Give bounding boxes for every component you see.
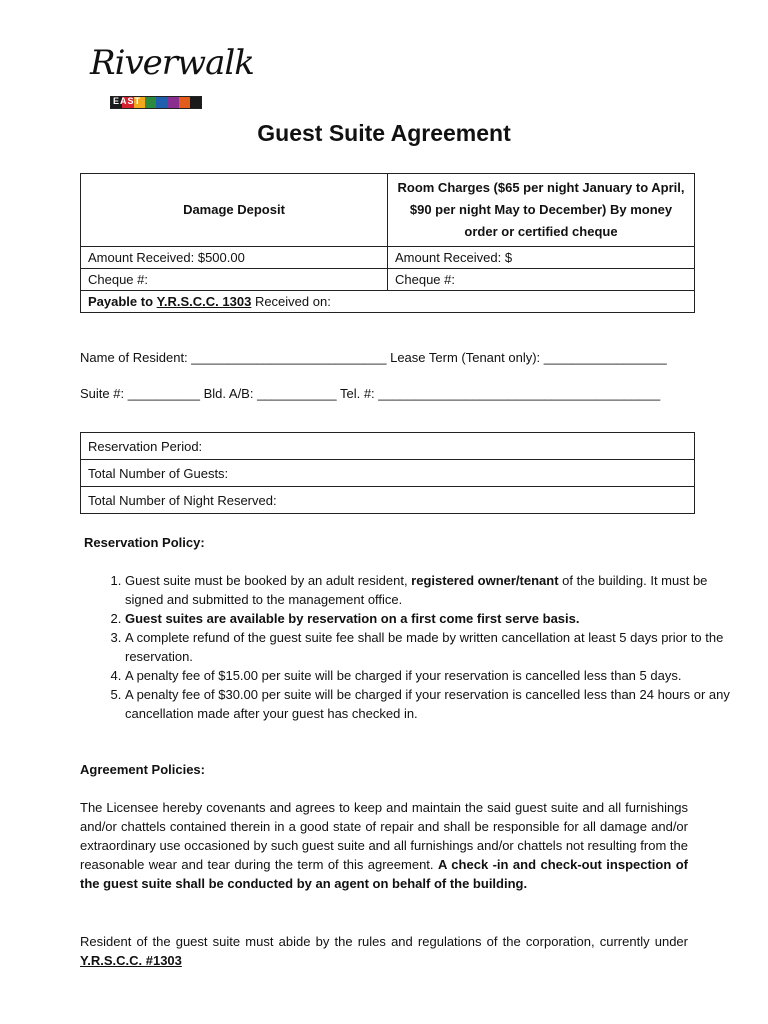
received-on-label: Received on:: [254, 294, 331, 309]
policy-item: 4. A penalty fee of $15.00 per suite will be charged if your reservation is cancelled less than 5 days.: [125, 666, 733, 685]
reservation-policy-heading: Reservation Policy:: [84, 535, 205, 550]
page-title: Guest Suite Agreement: [257, 120, 511, 146]
policy-item: 2. Guest suites are available by reservation on a first come first serve basis.: [125, 609, 733, 628]
room-cheque-number: Cheque #:: [388, 269, 695, 291]
suite-building-tel-line: Suite #: __________ Bld. A/B: ___________ Tel. #: _______________________________________: [80, 386, 661, 401]
resident-lease-line: Name of Resident: ___________________________ Lease Term (Tenant only): _________________: [80, 350, 667, 365]
deposit-cheque-number: Cheque #:: [81, 269, 388, 291]
reservation-table: [80, 432, 695, 514]
deposit-amount-received: Amount Received: $500.00: [81, 247, 388, 269]
logo-color-strip: [110, 96, 202, 109]
reservation-period-field: Reservation Period:: [81, 433, 695, 460]
total-guests-field: Total Number of Guests:: [81, 460, 695, 487]
damage-deposit-header: Damage Deposit: [81, 174, 388, 247]
logo-wordmark: Riverwalk: [90, 43, 254, 83]
total-nights-field: Total Number of Night Reserved:: [81, 487, 695, 514]
agreement-policies-heading: Agreement Policies:: [80, 762, 205, 777]
payable-prefix: Payable to: [88, 294, 154, 309]
riverwalk-logo: [78, 26, 254, 114]
room-amount-received: Amount Received: $: [388, 247, 695, 269]
room-charges-header: Room Charges ($65 per night January to April, $90 per night May to December) By money order or certified cheque: [388, 174, 695, 247]
agreement-paragraph-2: Resident of the guest suite must abide by the rules and regulations of the corporation, currently under Y.R.S.C.C. #1303: [80, 934, 688, 968]
payable-to-name: Y.R.S.C.C. 1303: [156, 294, 252, 309]
logo-sub-text: EAST: [113, 96, 142, 106]
charges-table: [80, 173, 695, 313]
policy-item: 1. Guest suite must be booked by an adult resident, registered owner/tenant of the building. It must be signed and submitted to the management office.: [125, 571, 733, 609]
reservation-policy-list: [84, 571, 733, 723]
payable-to-row: [81, 291, 695, 313]
policy-item: 5. A penalty fee of $30.00 per suite will be charged if your reservation is cancelled less than 24 hours or any cancellation made after your guest has checked in.: [125, 685, 733, 723]
agreement-paragraph-1: The Licensee hereby covenants and agrees to keep and maintain the said guest suite and all furnishings and/or chattels contained therein in a good state of repair and shall be responsible for all damage and/or extraordinary use occasioned by such guest suite and all furnishings and/or chattels not resulting from the reasonable wear and tear during the term of this agreement. A check -in and check-out inspection of the guest suite shall be conducted by an agent on behalf of the building.: [80, 800, 688, 891]
policy-item: 3. A complete refund of the guest suite fee shall be made by written cancellation at least 5 days prior to the reservation.: [125, 628, 733, 666]
